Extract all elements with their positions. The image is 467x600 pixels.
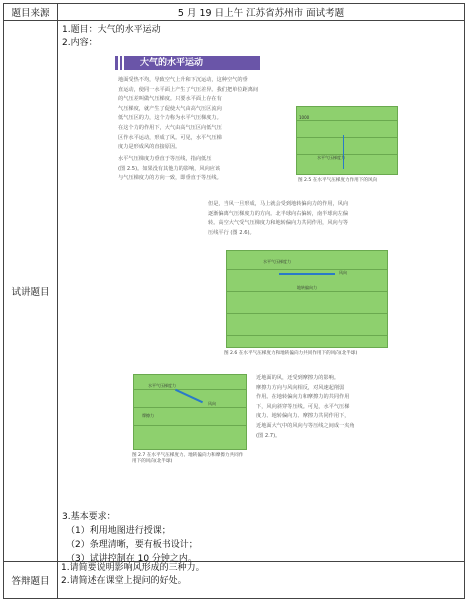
para-1: 地面受热不均，导致空气上升和下沉运动，这种空气的垂 直运动，使同一水平面上产生了气压差异。我们把单位距离间 的气压差叫做气压梯度。只要水平面上存在有 气压梯度，就产生了促使大气由高气压区流向 低气压区的力，这个力称为水平气压梯度力。 在这个力的作用下，大气由高气压区向低气压 区作水平运动，形成了风。可见，水平气压梯 度力是形成风的直接原因。 <box>118 77 259 151</box>
para-3: 但是，当风一旦形成，马上就会受到地转偏向力的作用，风向 逐渐偏离气压梯度力的方向。北半球向右偏转，南半球向左偏 转。高空大气受气压梯度力和地转偏向力共同作用，风向与等 压线平行 (图 2.6)。 <box>208 201 349 236</box>
book-heading: 大气的水平运动 <box>124 56 260 70</box>
wind-arrow <box>279 273 335 275</box>
heading-bar <box>115 56 118 70</box>
trial-content <box>58 21 465 562</box>
figure-2-5-caption: 图 2.5 在水平气压梯度力作用下的风向 <box>298 178 378 183</box>
gradient-force-arrow <box>343 135 344 169</box>
defense-content <box>58 562 465 599</box>
defense-item-2: 2.请简述在课堂上提问的好处。 <box>61 575 187 586</box>
figure-2-7: 水平气压梯度力 风向 摩擦力 <box>133 374 247 450</box>
topic-line: 1.题目：大气的水平运动 <box>62 25 161 35</box>
figure-2-7-caption: 图 2.7 在水平气压梯度力、地转偏向力和摩擦力共同作用下的风向(北半球) <box>132 453 244 464</box>
figure-2-6-caption: 图 2.6 在水平气压梯度力和地转偏向力共同作用下的风向(北半球) <box>224 351 358 356</box>
source-value: 5 月 19 日上午 江苏省苏州市 面试考题 <box>58 4 465 21</box>
defense-item-1: 1.请简要说明影响风形成的三种力。 <box>61 563 205 573</box>
para-2: 水平气压梯度力垂直于等压线，指向低压 (图 2.5)。如果没有其他力的影响，风向应该 与气压梯度力的方向一致，即垂直于等压线。 <box>118 156 222 182</box>
defense-row <box>4 562 465 599</box>
requirement-2: （2）条理清晰，要有板书设计； <box>66 540 198 550</box>
requirement-3: （3）试讲控制在 10 分钟之内。 <box>66 554 197 564</box>
requirements-title: 3.基本要求： <box>62 512 116 522</box>
wind-arrow-friction <box>175 389 203 403</box>
trial-row <box>4 21 465 562</box>
requirement-1: （1）利用地图进行授课； <box>66 526 171 536</box>
content-label: 2.内容： <box>62 38 98 48</box>
source-label: 题目来源 <box>4 4 58 21</box>
trial-label: 试讲题目 <box>4 21 58 562</box>
para-4: 近地面的风，还受到摩擦力的影响。 摩擦力方向与风向相反，对风速起削弱 作用。在地转偏向力和摩擦力的共同作用 下，风向斜穿等压线。可见，水平气压梯 度力、地转偏向力、摩擦力共同作用下， 近地面大气中的风向与等压线之间成一夹角 (图 2.7)。 <box>256 375 355 439</box>
textbook-excerpt <box>58 48 418 508</box>
figure-2-6: 风向 水平气压梯度力 地转偏向力 <box>226 250 388 348</box>
defense-label: 答辩题目 <box>4 562 58 599</box>
source-row <box>4 4 465 21</box>
exam-table <box>3 3 465 599</box>
figure-2-5: 水平气压梯度力 1000 <box>296 106 398 175</box>
heading-bar-2 <box>120 56 122 70</box>
